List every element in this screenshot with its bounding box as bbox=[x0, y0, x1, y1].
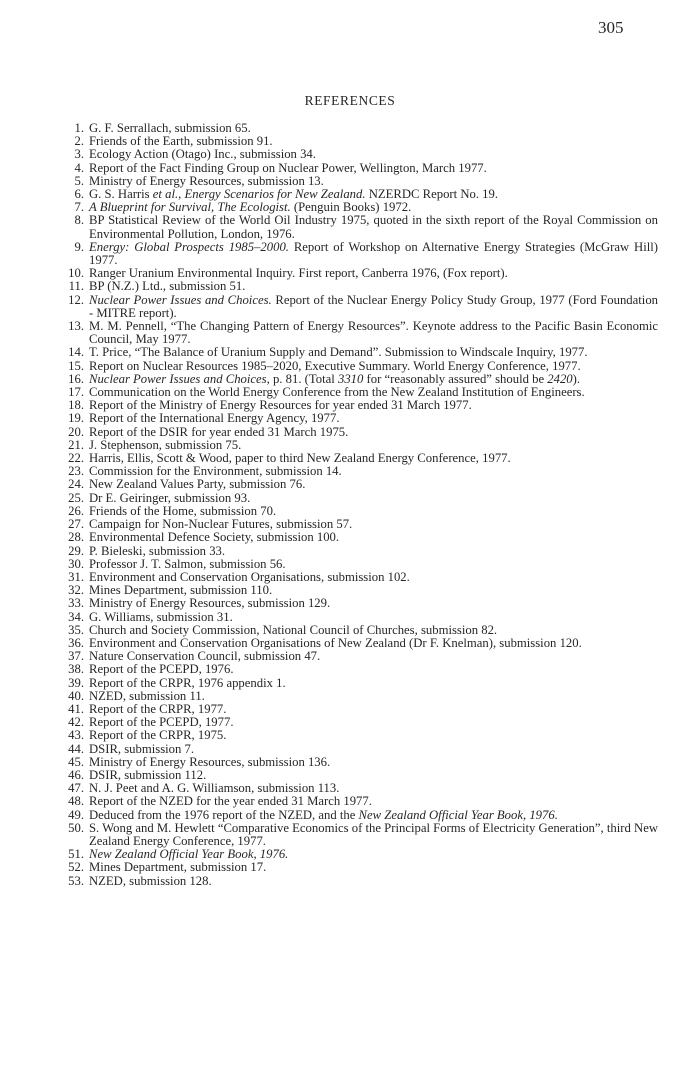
references-list bbox=[0, 122, 700, 888]
reference-number: 50. bbox=[68, 820, 84, 835]
reference-number: 33. bbox=[68, 596, 84, 611]
reference-number: 32. bbox=[68, 583, 84, 598]
reference-text: Report of the CRPR, 1977. bbox=[89, 701, 227, 716]
reference-number: 3. bbox=[74, 147, 84, 162]
reference-title-italic: 2420 bbox=[547, 371, 573, 386]
reference-text: New Zealand Values Party, submission 76. bbox=[89, 477, 306, 492]
reference-text: Church and Society Commission, National Council of Churches, submission 82. bbox=[89, 622, 498, 637]
reference-number: 34. bbox=[68, 609, 84, 624]
reference-text: Deduced from the 1976 report of the NZED, and the bbox=[89, 807, 359, 822]
reference-text: T. Price, “The Balance of Uranium Supply and Demand”. Submission to Windscale Inquiry, 1977. bbox=[89, 345, 588, 360]
reference-number: 22. bbox=[68, 451, 84, 466]
reference-text: Report of the CRPR, 1975. bbox=[89, 728, 227, 743]
reference-number: 25. bbox=[68, 490, 84, 505]
reference-title-italic: et al., Energy Scenarios for New Zealand. bbox=[152, 187, 366, 202]
reference-text: Professor J. T. Salmon, submission 56. bbox=[89, 556, 286, 571]
reference-text: Report of the Nuclear Energy Policy Study Group, 1977 (Ford Foundation - MITRE report). bbox=[89, 292, 659, 320]
reference-text: Report of Workshop on Alternative Energy Strategies (McGraw Hill) 1977. bbox=[89, 239, 658, 268]
reference-number: 42. bbox=[68, 715, 84, 730]
page-number: 305 bbox=[598, 18, 624, 37]
reference-text: S. Wong and M. Hewlett “Comparative Economics of the Principal Forms of Electricity Generation”, third New Zealand Energy Conference, 1977. bbox=[89, 820, 658, 848]
reference-text: Report of the International Energy Agency, 1977. bbox=[89, 411, 340, 426]
reference-number: 28. bbox=[68, 530, 84, 545]
reference-number: 10. bbox=[68, 266, 84, 281]
reference-text: G. F. Serrallach, submission 65. bbox=[89, 121, 251, 135]
reference-text: ). bbox=[572, 371, 581, 386]
reference-text: Communication on the World Energy Conference from the New Zealand Institution of Engineers. bbox=[89, 385, 585, 400]
reference-number: 51. bbox=[68, 847, 84, 862]
reference-text: for “reasonably assured” should be bbox=[363, 371, 548, 386]
reference-number: 36. bbox=[68, 635, 84, 650]
reference-title-italic: Nuclear Power Issues and Choices. bbox=[89, 292, 272, 307]
reference-text: Ecology Action (Otago) Inc., submission 34. bbox=[89, 147, 316, 162]
reference-number: 20. bbox=[68, 424, 84, 439]
reference-number: 37. bbox=[68, 649, 84, 664]
reference-number: 38. bbox=[68, 662, 84, 677]
reference-item bbox=[0, 320, 700, 346]
reference-text: Mines Department, submission 17. bbox=[89, 860, 267, 875]
reference-number: 24. bbox=[68, 477, 84, 492]
reference-text: Ministry of Energy Resources, submission 13. bbox=[89, 173, 324, 188]
reference-text: DSIR, submission 112. bbox=[89, 767, 207, 782]
reference-number: 8. bbox=[74, 213, 84, 228]
reference-text: NZED, submission 11. bbox=[89, 688, 205, 703]
reference-number: 53. bbox=[68, 873, 84, 888]
reference-number: 44. bbox=[68, 741, 84, 756]
reference-item bbox=[0, 294, 700, 320]
reference-text: Environment and Conservation Organisations, submission 102. bbox=[89, 569, 410, 584]
reference-title-italic: New Zealand Official Year Book, 1976. bbox=[89, 847, 289, 862]
reference-text: P. Bieleski, submission 33. bbox=[89, 543, 226, 558]
reference-text: N. J. Peet and A. G. Williamson, submission 113. bbox=[89, 781, 340, 796]
reference-text: Ranger Uranium Environmental Inquiry. First report, Canberra 1976, (Fox report). bbox=[89, 266, 508, 281]
reference-item bbox=[0, 875, 700, 888]
reference-text: BP (N.Z.) Ltd., submission 51. bbox=[89, 279, 246, 294]
reference-text: Report of the DSIR for year ended 31 March 1975. bbox=[89, 424, 349, 439]
reference-text: Report of the PCEPD, 1977. bbox=[89, 715, 234, 730]
reference-text: Environment and Conservation Organisations of New Zealand (Dr F. Knelman), submission 120. bbox=[89, 635, 582, 650]
reference-text: NZED, submission 128. bbox=[89, 873, 212, 888]
reference-text: Report of the NZED for the year ended 31 March 1977. bbox=[89, 794, 372, 809]
reference-number: 48. bbox=[68, 794, 84, 809]
reference-text: Friends of the Earth, submission 91. bbox=[89, 134, 273, 149]
reference-title-italic: New Zealand Official Year Book, 1976. bbox=[358, 807, 558, 822]
reference-number: 16. bbox=[68, 371, 84, 386]
reference-number: 18. bbox=[68, 398, 84, 413]
reference-number: 1. bbox=[74, 121, 84, 135]
reference-number: 49. bbox=[68, 807, 84, 822]
reference-text: Report of the PCEPD, 1976. bbox=[89, 662, 234, 677]
reference-number: 9. bbox=[74, 239, 84, 254]
reference-number: 47. bbox=[68, 781, 84, 796]
reference-text: J. Stephenson, submission 75. bbox=[89, 437, 242, 452]
reference-title-italic: 3310 bbox=[337, 371, 364, 386]
reference-number: 41. bbox=[68, 701, 84, 716]
reference-item bbox=[0, 214, 700, 240]
reference-text: Report on Nuclear Resources 1985–2020, Executive Summary. World Energy Conference, 1977. bbox=[89, 358, 581, 373]
reference-number: 5. bbox=[74, 173, 84, 188]
reference-number: 40. bbox=[68, 688, 84, 703]
reference-text: Mines Department, submission 110. bbox=[89, 583, 273, 598]
reference-text: Harris, Ellis, Scott & Wood, paper to third New Zealand Energy Conference, 1977. bbox=[89, 451, 511, 466]
reference-text: Report of the Fact Finding Group on Nuclear Power, Wellington, March 1977. bbox=[89, 160, 487, 175]
reference-number: 13. bbox=[68, 319, 84, 334]
reference-number: 15. bbox=[68, 358, 84, 373]
reference-title-italic: Energy: Global Prospects 1985–2000. bbox=[89, 239, 289, 254]
reference-text: Nature Conservation Council, submission 47. bbox=[89, 649, 321, 664]
reference-text: DSIR, submission 7. bbox=[89, 741, 195, 756]
reference-text: NZERDC Report No. 19. bbox=[365, 187, 499, 202]
reference-text: Report of the CRPR, 1976 appendix 1. bbox=[89, 675, 286, 690]
reference-number: 39. bbox=[68, 675, 84, 690]
reference-text: G. S. Harris bbox=[89, 187, 153, 202]
reference-text: Friends of the Home, submission 70. bbox=[89, 503, 277, 518]
reference-text: Ministry of Energy Resources, submission 129. bbox=[89, 596, 331, 611]
reference-number: 27. bbox=[68, 517, 84, 532]
reference-title-italic: Nuclear Power Issues and Choices, bbox=[89, 371, 270, 386]
reference-number: 46. bbox=[68, 767, 84, 782]
reference-text: Commission for the Environment, submission 14. bbox=[89, 464, 342, 479]
reference-number: 14. bbox=[68, 345, 84, 360]
reference-number: 19. bbox=[68, 411, 84, 426]
reference-number: 30. bbox=[68, 556, 84, 571]
reference-number: 17. bbox=[68, 385, 84, 400]
reference-number: 45. bbox=[68, 754, 84, 769]
reference-item bbox=[0, 822, 700, 848]
reference-text: Environmental Defence Society, submission 100. bbox=[89, 530, 340, 545]
reference-text: Ministry of Energy Resources, submission 136. bbox=[89, 754, 331, 769]
reference-title-italic: A Blueprint for Survival, The Ecologist. bbox=[89, 200, 291, 215]
page-heading: REFERENCES bbox=[304, 93, 396, 108]
reference-text: BP Statistical Review of the World Oil Industry 1975, quoted in the sixth report of the Royal Commission on Environmental Pollution, London, 1976. bbox=[89, 213, 658, 241]
reference-number: 11. bbox=[68, 279, 84, 294]
reference-text: (Penguin Books) 1972. bbox=[290, 200, 412, 215]
reference-number: 43. bbox=[68, 728, 84, 743]
reference-number: 26. bbox=[68, 503, 84, 518]
reference-text: Dr E. Geiringer, submission 93. bbox=[89, 490, 251, 505]
reference-number: 7. bbox=[74, 200, 84, 215]
reference-number: 23. bbox=[68, 464, 84, 479]
reference-number: 31. bbox=[68, 569, 84, 584]
reference-number: 35. bbox=[68, 622, 84, 637]
reference-number: 21. bbox=[68, 437, 84, 452]
reference-text: Report of the Ministry of Energy Resources for year ended 31 March 1977. bbox=[89, 398, 472, 413]
reference-number: 52. bbox=[68, 860, 84, 875]
reference-number: 2. bbox=[74, 134, 84, 149]
reference-text: G. Williams, submission 31. bbox=[89, 609, 233, 624]
reference-number: 12. bbox=[68, 292, 84, 307]
reference-number: 29. bbox=[68, 543, 84, 558]
reference-text: Campaign for Non-Nuclear Futures, submission 57. bbox=[89, 517, 353, 532]
reference-item bbox=[0, 241, 700, 267]
reference-text: p. 81. (Total bbox=[269, 371, 338, 386]
reference-number: 6. bbox=[74, 187, 84, 202]
reference-number: 4. bbox=[74, 160, 84, 175]
reference-text: M. M. Pennell, “The Changing Pattern of Energy Resources”. Keynote address to the Pacific Basin Economic Council, May 1977. bbox=[89, 319, 658, 347]
